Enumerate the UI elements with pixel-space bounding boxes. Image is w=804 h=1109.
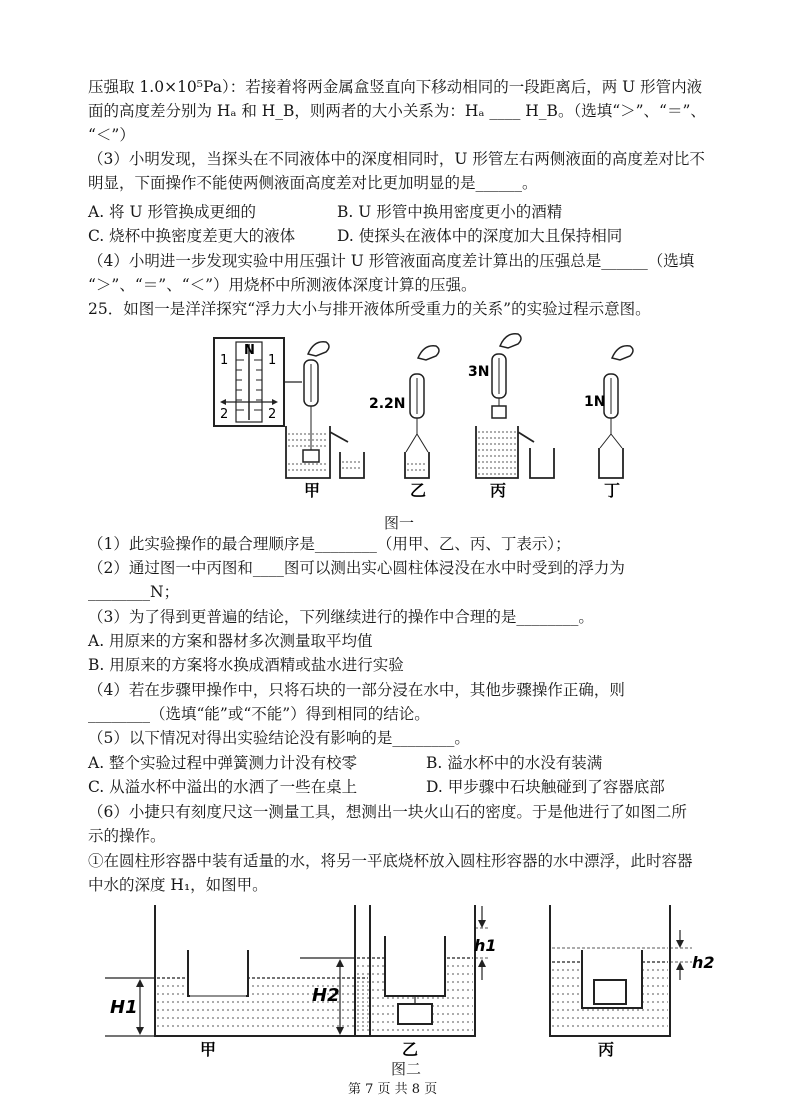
container-yi: [300, 905, 497, 1059]
step-ding: [584, 346, 633, 500]
text-line: “＞”、“＝”、“＜”）用烧杯中所测液体深度计算的压强。: [88, 276, 477, 294]
step-label: 甲: [200, 1040, 217, 1059]
text-line: ________N；: [88, 583, 180, 601]
option-c: C. 从溢水杯中溢出的水洒了一些在桌上: [88, 778, 358, 796]
scale-unit-label: N: [244, 343, 255, 358]
step-label: 乙: [402, 1040, 419, 1059]
option-d: D. 甲步骤中石块触碰到了容器底部: [426, 778, 665, 796]
h1-label: H1: [110, 997, 138, 1018]
question-25-4: （4）若在步骤甲操作中，只将石块的一部分浸在水中，其他步骤操作正确，则: [88, 681, 625, 699]
scale-inset: [214, 338, 284, 426]
step-label: 丁: [604, 481, 621, 500]
question-25: 25．如图一是洋洋探究“浮力大小与排开液体所受重力的关系”的实验过程示意图。: [88, 300, 651, 318]
text-line: ________（选填“能”或“不能”）得到相同的结论。: [88, 705, 430, 723]
h2-small-label: h2: [692, 953, 715, 972]
option-a: A. 用原来的方案和器材多次测量取平均值: [88, 632, 373, 650]
reading-label: 2.2N: [369, 396, 406, 412]
question-25-3: （3）为了得到更普遍的结论，下列继续进行的操作中合理的是________。: [88, 608, 594, 626]
reading-label: 3N: [468, 364, 490, 380]
option-a: A. 将 U 形管换成更细的: [88, 203, 256, 221]
question-25-6: （6）小捷只有刻度尺这一测量工具，想测出一块火山石的密度。于是他进行了如图二所: [88, 803, 687, 821]
scale-tick-label: 2: [220, 407, 229, 422]
option-b: B. 溢水杯中的水没有装满: [426, 754, 603, 772]
figure-1: [200, 330, 640, 500]
question-3: （3）小明发现，当探头在不同液体中的深度相同时，U 形管左右两侧液面的高度差对比不: [88, 150, 705, 168]
scale-tick-label: 1: [268, 353, 277, 368]
figure-2-caption: 图二: [391, 1060, 422, 1078]
option-b: B. U 形管中换用密度更小的酒精: [337, 203, 563, 221]
scale-tick-label: 2: [268, 407, 277, 422]
step-yi: [369, 346, 439, 500]
text-line: 明显，下面操作不能使两侧液面高度差对比更加明显的是______。: [88, 174, 538, 192]
option-d: D. 使探头在液体中的深度加大且保持相同: [337, 227, 623, 245]
option-c: C. 烧杯中换密度差更大的液体: [88, 227, 296, 245]
text-line: “＜”）: [88, 126, 135, 144]
h2-label: H2: [312, 985, 340, 1006]
step-jia: [284, 342, 364, 500]
text-line: 中水的深度 H₁，如图甲。: [88, 876, 268, 894]
step-bing: [468, 334, 554, 500]
step-label: 甲: [304, 481, 321, 500]
container-bing: [550, 905, 715, 1059]
step-label: 乙: [410, 481, 427, 500]
page-number: 第 7 页 共 8 页: [348, 1082, 438, 1097]
step-label: 丙: [598, 1040, 615, 1059]
text-line: 示的操作。: [88, 827, 166, 845]
figure-2: [100, 900, 750, 1060]
question-25-5: （5）以下情况对得出实验结论没有影响的是________。: [88, 729, 470, 747]
scale-tick-label: 1: [220, 353, 229, 368]
text-line: 面的高度差分别为 Hₐ 和 H_B，则两者的大小关系为：Hₐ ____ H_B。（选填“＞”、“＝”、: [88, 102, 706, 120]
question-4: （4）小明进一步发现实验中用压强计 U 形管液面高度差计算出的压强总是______（选填: [88, 252, 695, 270]
text-line: 压强取 1.0×10⁵Pa）：若接着将两金属盒竖直向下移动相同的一段距离后，两 U 形管内液: [88, 78, 703, 96]
question-25-1: （1）此实验操作的最合理顺序是________（用甲、乙、丙、丁表示）；: [88, 535, 571, 553]
text-line: ①在圆柱形容器中装有适量的水，将另一平底烧杯放入圆柱形容器的水中漂浮，此时容器: [88, 852, 693, 870]
step-label: 丙: [490, 481, 507, 500]
figure-1-caption: 图一: [384, 514, 415, 532]
option-b: B. 用原来的方案将水换成酒精或盐水进行实验: [88, 656, 404, 674]
option-a: A. 整个实验过程中弹簧测力计没有校零: [88, 754, 358, 772]
reading-label: 1N: [584, 394, 606, 410]
question-25-2: （2）通过图一中丙图和____图可以测出实心圆柱体浸没在水中时受到的浮力为: [88, 559, 625, 577]
h1-small-label: h1: [474, 936, 497, 955]
